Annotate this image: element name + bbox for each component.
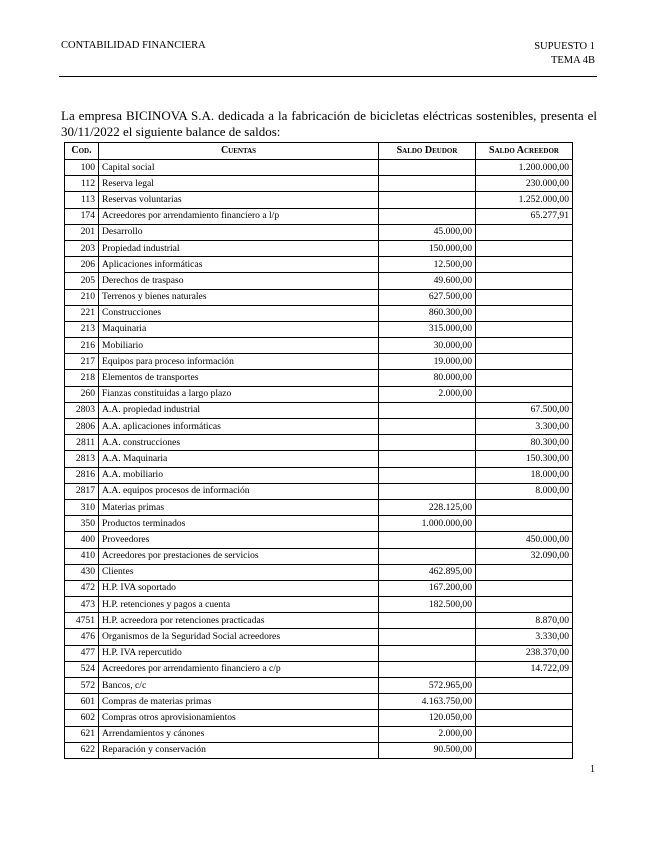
- credit-balance: 3.300,00: [476, 419, 573, 435]
- account-name: Desarrollo: [99, 224, 379, 240]
- table-row: [65, 160, 573, 176]
- header-topic: TEMA 4B: [550, 55, 595, 66]
- debit-balance: 80.000,00: [379, 370, 476, 386]
- debit-balance: [379, 645, 476, 661]
- account-name: Acreedores por prestaciones de servicios: [99, 548, 379, 564]
- debit-balance: 49.600,00: [379, 273, 476, 289]
- account-name: A.A. Maquinaria: [99, 451, 379, 467]
- account-name: H.P. retenciones y pagos a cuenta: [99, 597, 379, 613]
- account-code: 218: [65, 370, 99, 386]
- debit-balance: [379, 435, 476, 451]
- credit-balance: [476, 370, 573, 386]
- account-code: 476: [65, 629, 99, 645]
- header-exercise-id: [534, 40, 595, 68]
- account-code: 210: [65, 289, 99, 305]
- table-row: [65, 321, 573, 337]
- debit-balance: [379, 629, 476, 645]
- table-row: [65, 483, 573, 499]
- account-name: Reparación y conservación: [99, 742, 379, 758]
- debit-balance: 90.500,00: [379, 742, 476, 758]
- table-row: [65, 661, 573, 677]
- table-row: [65, 694, 573, 710]
- table-row: [65, 548, 573, 564]
- table-row: [65, 726, 573, 742]
- account-name: A.A. aplicaciones informáticas: [99, 419, 379, 435]
- table-row: [65, 273, 573, 289]
- credit-balance: 80.300,00: [476, 435, 573, 451]
- credit-balance: [476, 694, 573, 710]
- account-code: 206: [65, 257, 99, 273]
- credit-balance: [476, 386, 573, 402]
- table-row: [65, 435, 573, 451]
- credit-balance: 67.500,00: [476, 402, 573, 418]
- account-name: Construcciones: [99, 305, 379, 321]
- account-code: 621: [65, 726, 99, 742]
- account-code: 174: [65, 208, 99, 224]
- table-row: [65, 678, 573, 694]
- account-code: 400: [65, 532, 99, 548]
- table-header-row: [65, 143, 573, 160]
- debit-balance: 572.965,00: [379, 678, 476, 694]
- credit-balance: [476, 257, 573, 273]
- account-code: 201: [65, 224, 99, 240]
- table-row: [65, 580, 573, 596]
- account-code: 572: [65, 678, 99, 694]
- debit-balance: [379, 483, 476, 499]
- debit-balance: [379, 451, 476, 467]
- account-code: 100: [65, 160, 99, 176]
- header-credit-balance: Saldo Acreedor: [476, 143, 573, 160]
- debit-balance: 462.895,00: [379, 564, 476, 580]
- account-code: 622: [65, 742, 99, 758]
- account-code: 203: [65, 240, 99, 256]
- debit-balance: [379, 160, 476, 176]
- credit-balance: 65.277,91: [476, 208, 573, 224]
- intro-paragraph: La empresa BICINOVA S.A. dedicada a la fabricación de bicicletas eléctricas sostenibles, presenta el 30/11/2022 el siguiente balance de saldos:: [61, 108, 597, 139]
- table-row: [65, 629, 573, 645]
- table-row: [65, 742, 573, 758]
- header-divider: [59, 76, 597, 77]
- page-number: 1: [590, 764, 595, 775]
- account-code: 4751: [65, 613, 99, 629]
- account-name: H.P. acreedora por retenciones practicadas: [99, 613, 379, 629]
- debit-balance: [379, 467, 476, 483]
- account-name: Compras otros aprovisionamientos: [99, 710, 379, 726]
- table-row: [65, 386, 573, 402]
- credit-balance: 1.252.000,00: [476, 192, 573, 208]
- credit-balance: [476, 354, 573, 370]
- debit-balance: 19.000,00: [379, 354, 476, 370]
- table-row: [65, 564, 573, 580]
- table-row: [65, 613, 573, 629]
- account-name: H.P. IVA repercutido: [99, 645, 379, 661]
- account-code: 473: [65, 597, 99, 613]
- account-code: 2816: [65, 467, 99, 483]
- account-name: Aplicaciones informáticas: [99, 257, 379, 273]
- credit-balance: 3.330,00: [476, 629, 573, 645]
- trial-balance-table: [64, 142, 573, 759]
- account-code: 113: [65, 192, 99, 208]
- debit-balance: [379, 548, 476, 564]
- account-code: 2806: [65, 419, 99, 435]
- account-code: 213: [65, 321, 99, 337]
- header-accounts: Cuentas: [99, 143, 379, 160]
- debit-balance: 45.000,00: [379, 224, 476, 240]
- account-name: Organismos de la Seguridad Social acreedores: [99, 629, 379, 645]
- account-name: Fianzas constituidas a largo plazo: [99, 386, 379, 402]
- account-name: Derechos de traspaso: [99, 273, 379, 289]
- credit-balance: 238.370,00: [476, 645, 573, 661]
- account-code: 310: [65, 499, 99, 515]
- account-name: Proveedores: [99, 532, 379, 548]
- header-code: Cod.: [65, 143, 99, 160]
- account-name: Materias primas: [99, 499, 379, 515]
- table-row: [65, 305, 573, 321]
- credit-balance: [476, 273, 573, 289]
- debit-balance: [379, 192, 476, 208]
- table-row: [65, 516, 573, 532]
- account-code: 410: [65, 548, 99, 564]
- credit-balance: 14.722,09: [476, 661, 573, 677]
- debit-balance: [379, 208, 476, 224]
- account-name: Productos terminados: [99, 516, 379, 532]
- account-name: A.A. propiedad industrial: [99, 402, 379, 418]
- credit-balance: [476, 516, 573, 532]
- account-name: A.A. equipos procesos de información: [99, 483, 379, 499]
- table-row: [65, 208, 573, 224]
- header-exercise-number: SUPUESTO 1: [534, 41, 595, 52]
- credit-balance: [476, 597, 573, 613]
- account-name: A.A. construcciones: [99, 435, 379, 451]
- table-row: [65, 402, 573, 418]
- credit-balance: 8.000,00: [476, 483, 573, 499]
- credit-balance: [476, 321, 573, 337]
- credit-balance: [476, 240, 573, 256]
- debit-balance: 228.125,00: [379, 499, 476, 515]
- account-code: 216: [65, 338, 99, 354]
- account-name: Maquinaria: [99, 321, 379, 337]
- debit-balance: 30.000,00: [379, 338, 476, 354]
- credit-balance: 1.200.000,00: [476, 160, 573, 176]
- credit-balance: [476, 742, 573, 758]
- table-row: [65, 710, 573, 726]
- header-course-title: CONTABILIDAD FINANCIERA: [61, 40, 206, 51]
- account-name: A.A. mobiliario: [99, 467, 379, 483]
- table-row: [65, 192, 573, 208]
- debit-balance: 120.050,00: [379, 710, 476, 726]
- table-row: [65, 370, 573, 386]
- credit-balance: 150.300,00: [476, 451, 573, 467]
- debit-balance: [379, 419, 476, 435]
- table-row: [65, 289, 573, 305]
- debit-balance: [379, 661, 476, 677]
- credit-balance: 8.870,00: [476, 613, 573, 629]
- table-row: [65, 176, 573, 192]
- account-code: 472: [65, 580, 99, 596]
- account-name: Capital social: [99, 160, 379, 176]
- table-body: [65, 160, 573, 759]
- account-name: Mobiliario: [99, 338, 379, 354]
- debit-balance: 167.200,00: [379, 580, 476, 596]
- credit-balance: [476, 289, 573, 305]
- table-row: [65, 224, 573, 240]
- account-code: 221: [65, 305, 99, 321]
- debit-balance: 860.300,00: [379, 305, 476, 321]
- credit-balance: 230.000,00: [476, 176, 573, 192]
- account-code: 477: [65, 645, 99, 661]
- account-code: 602: [65, 710, 99, 726]
- table-row: [65, 499, 573, 515]
- header-debit-balance: Saldo Deudor: [379, 143, 476, 160]
- credit-balance: [476, 580, 573, 596]
- account-name: Reservas voluntarias: [99, 192, 379, 208]
- table-row: [65, 257, 573, 273]
- credit-balance: 18.000,00: [476, 467, 573, 483]
- credit-balance: [476, 338, 573, 354]
- account-name: Arrendamientos y cánones: [99, 726, 379, 742]
- account-name: Terrenos y bienes naturales: [99, 289, 379, 305]
- credit-balance: [476, 710, 573, 726]
- credit-balance: [476, 678, 573, 694]
- table-row: [65, 338, 573, 354]
- table-row: [65, 532, 573, 548]
- debit-balance: 2.000,00: [379, 726, 476, 742]
- account-name: Propiedad industrial: [99, 240, 379, 256]
- account-code: 217: [65, 354, 99, 370]
- debit-balance: [379, 176, 476, 192]
- debit-balance: [379, 532, 476, 548]
- debit-balance: 4.163.750,00: [379, 694, 476, 710]
- account-name: Acreedores por arrendamiento financiero a c/p: [99, 661, 379, 677]
- account-code: 112: [65, 176, 99, 192]
- account-name: Elementos de transportes: [99, 370, 379, 386]
- account-name: Compras de materias primas: [99, 694, 379, 710]
- account-name: Bancos, c/c: [99, 678, 379, 694]
- debit-balance: 12.500,00: [379, 257, 476, 273]
- debit-balance: 627.500,00: [379, 289, 476, 305]
- account-code: 2817: [65, 483, 99, 499]
- debit-balance: 315.000,00: [379, 321, 476, 337]
- debit-balance: 2.000,00: [379, 386, 476, 402]
- table-row: [65, 240, 573, 256]
- credit-balance: 450.000,00: [476, 532, 573, 548]
- account-code: 2811: [65, 435, 99, 451]
- account-code: 601: [65, 694, 99, 710]
- account-code: 430: [65, 564, 99, 580]
- table-row: [65, 467, 573, 483]
- account-code: 2813: [65, 451, 99, 467]
- credit-balance: [476, 305, 573, 321]
- credit-balance: [476, 564, 573, 580]
- account-code: 524: [65, 661, 99, 677]
- debit-balance: 1.000.000,00: [379, 516, 476, 532]
- account-name: Equipos para proceso información: [99, 354, 379, 370]
- debit-balance: 182.500,00: [379, 597, 476, 613]
- account-name: Acreedores por arrendamiento financiero a l/p: [99, 208, 379, 224]
- account-name: Clientes: [99, 564, 379, 580]
- credit-balance: 32.090,00: [476, 548, 573, 564]
- credit-balance: [476, 224, 573, 240]
- debit-balance: [379, 613, 476, 629]
- table-row: [65, 645, 573, 661]
- account-code: 260: [65, 386, 99, 402]
- account-code: 2803: [65, 402, 99, 418]
- debit-balance: 150.000,00: [379, 240, 476, 256]
- credit-balance: [476, 499, 573, 515]
- table-row: [65, 354, 573, 370]
- table-row: [65, 451, 573, 467]
- account-code: 205: [65, 273, 99, 289]
- account-name: Reserva legal: [99, 176, 379, 192]
- account-code: 350: [65, 516, 99, 532]
- debit-balance: [379, 402, 476, 418]
- table-row: [65, 419, 573, 435]
- account-name: H.P. IVA soportado: [99, 580, 379, 596]
- table-row: [65, 597, 573, 613]
- credit-balance: [476, 726, 573, 742]
